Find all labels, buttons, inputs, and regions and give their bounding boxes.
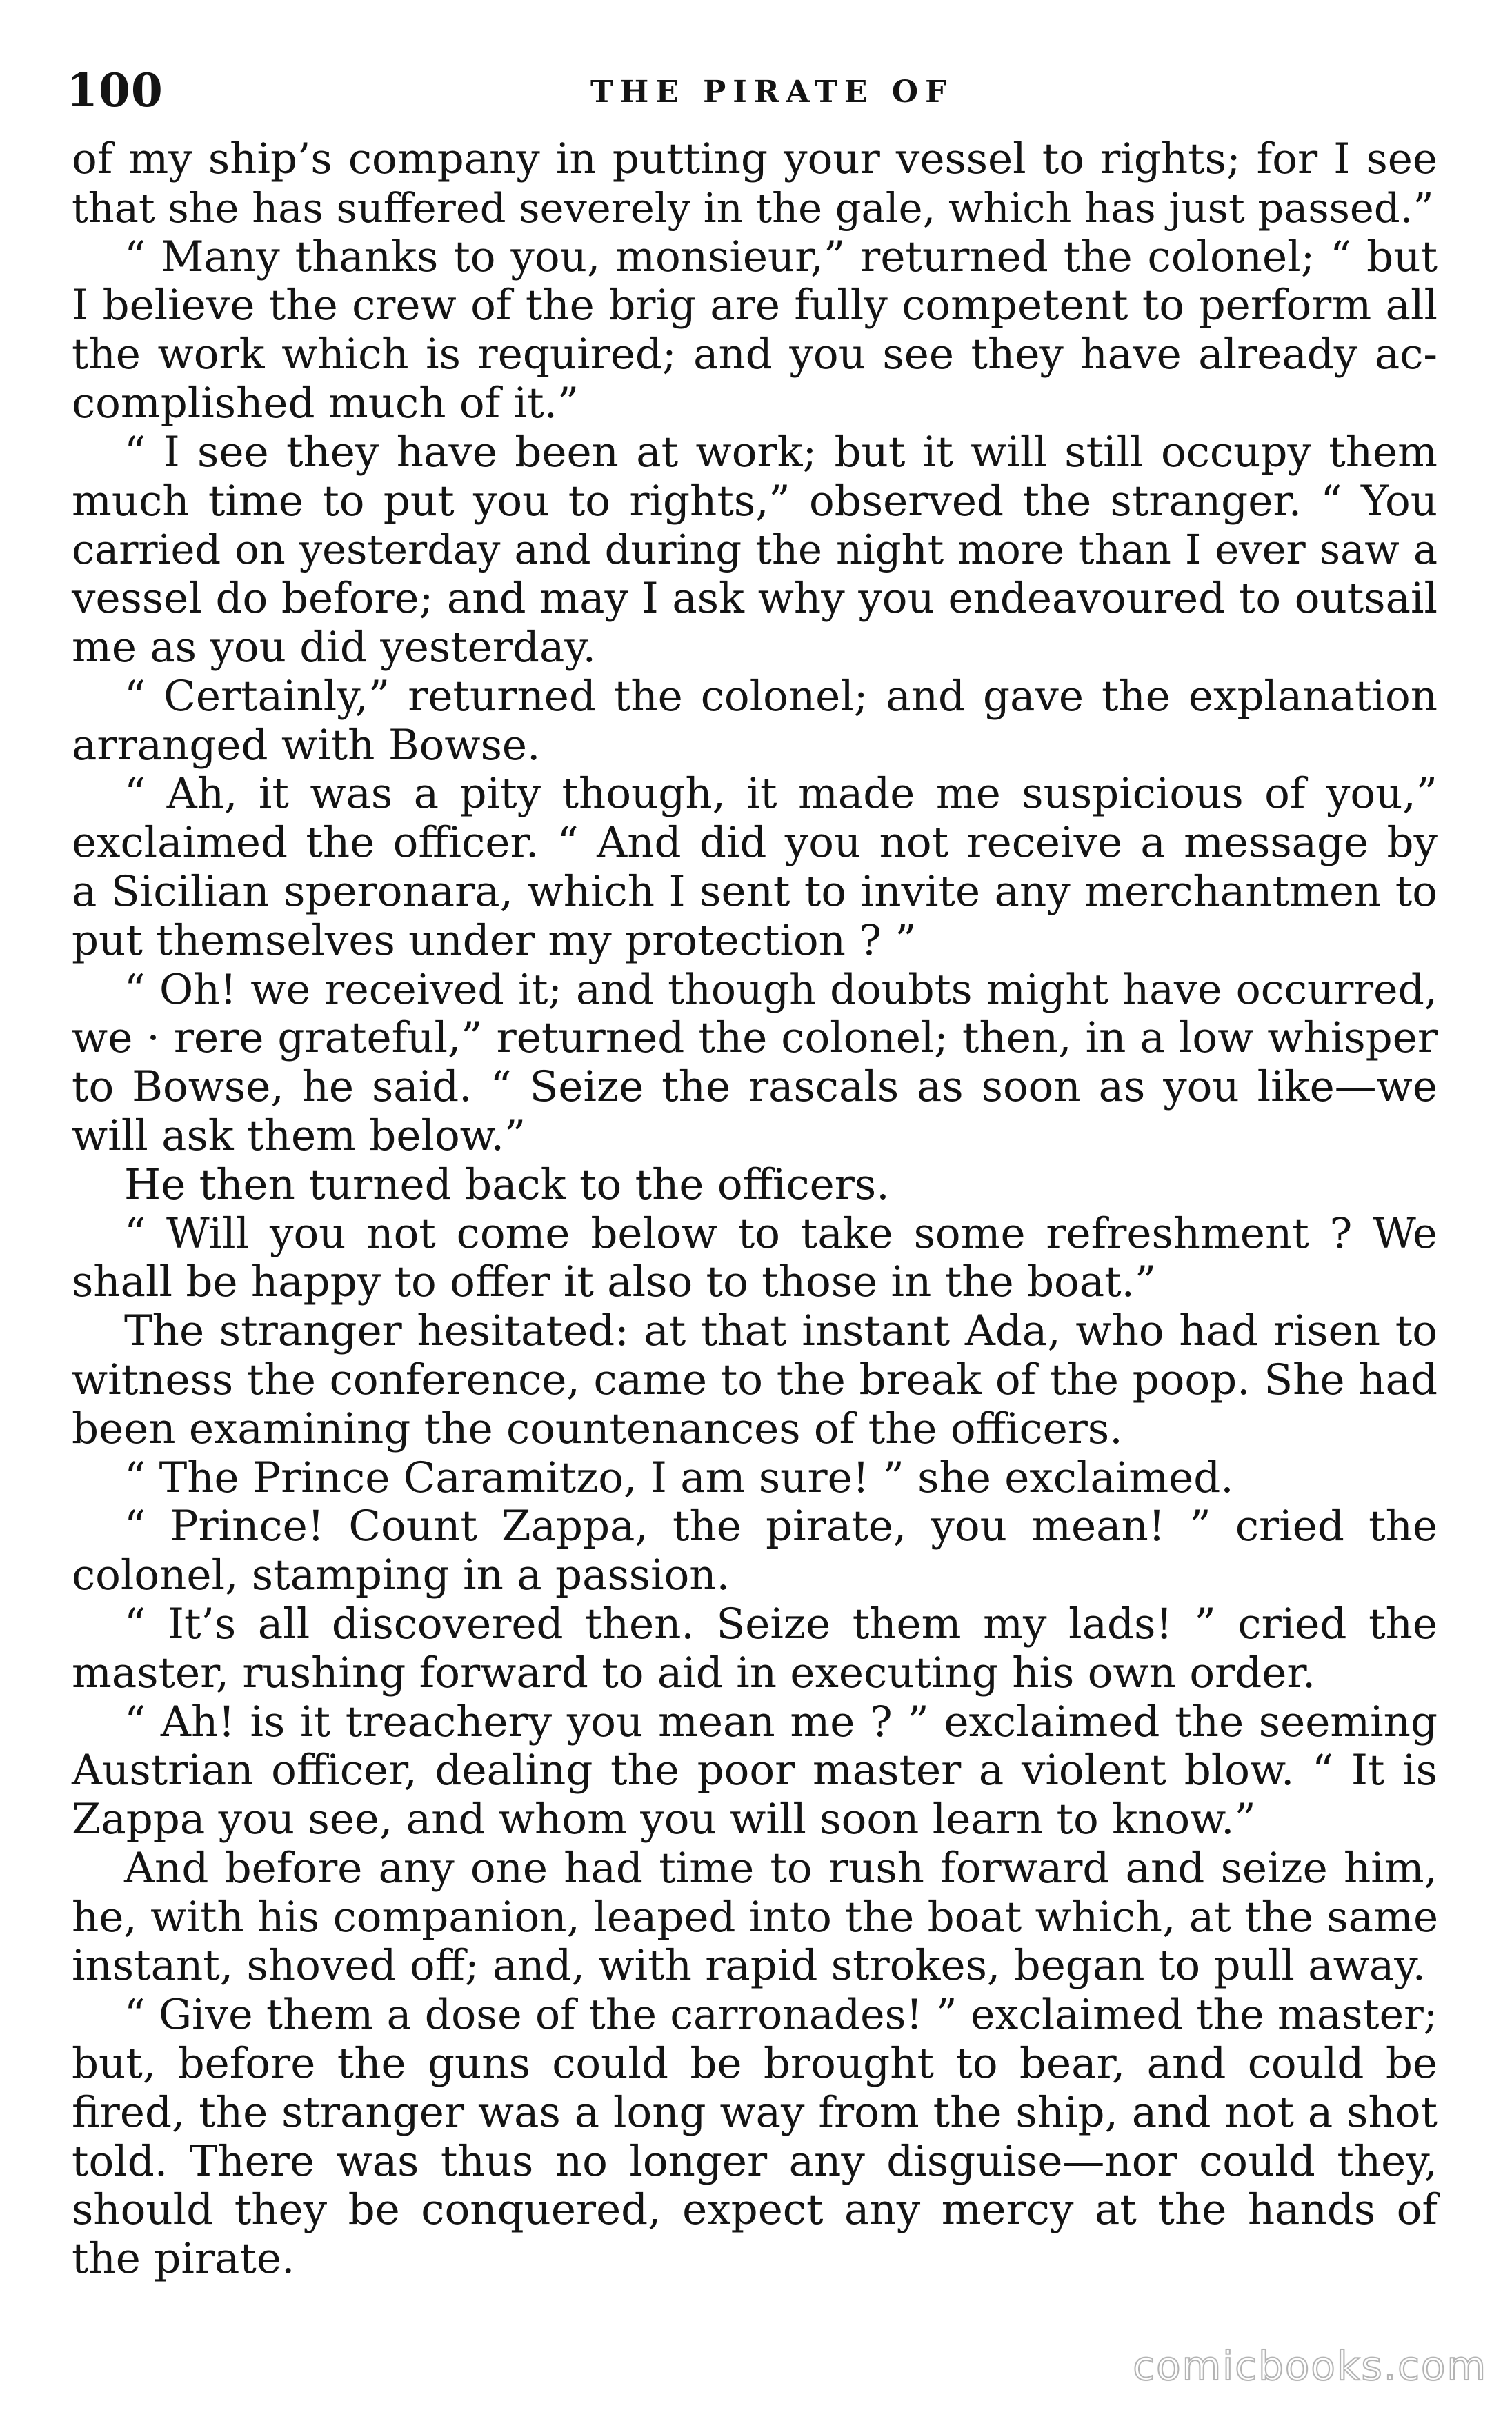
text-line: me as you did yesterday. (72, 622, 597, 672)
text-line: arranged with Bowse. (72, 720, 541, 770)
page-number: 100 (66, 63, 163, 117)
text-line: complished much of it.” (72, 378, 579, 428)
text-line: colonel, stamping in a passion. (72, 1551, 730, 1600)
text-line: “ Oh! we received it; and though doubts might have occurred, (124, 965, 1438, 1014)
text-line: of my ship’s company in putting your vessel to rights; for I see (72, 135, 1438, 183)
text-line: witness the conference, came to the break of the poop. She had (72, 1355, 1438, 1404)
page-header (66, 63, 1446, 126)
text-line: The stranger hesitated: at that instant Ada, who had risen to (124, 1306, 1438, 1356)
text-line: “ Many thanks to you, monsieur,” returned the colonel; “ but (124, 232, 1438, 281)
text-line: He then turned back to the officers. (124, 1160, 890, 1209)
text-line: should they be conquered, expect any mercy at the hands of (72, 2185, 1438, 2235)
text-line: “ Prince! Count Zappa, the pirate, you mean! ” cried the (124, 1502, 1438, 1551)
text-line: the pirate. (72, 2234, 295, 2284)
watermark: comicbooks.com (1133, 2342, 1487, 2389)
text-line: shall be happy to offer it also to those in the boat.” (72, 1257, 1157, 1307)
text-line: carried on yesterday and during the night more than I ever saw a (72, 526, 1438, 574)
text-line: to Bowse, he said. “ Seize the rascals as soon as you like—we (72, 1062, 1438, 1112)
text-line: we · rere grateful,” returned the colonel; then, in a low whisper (72, 1013, 1438, 1063)
text-line: “ Ah! is it treachery you mean me ? ” exclaimed the seeming (124, 1697, 1438, 1747)
text-line: told. There was thus no longer any disguise—nor could they, (72, 2136, 1438, 2186)
text-line: put themselves under my protection ? ” (72, 915, 917, 965)
text-line: “ The Prince Caramitzo, I am sure! ” she exclaimed. (124, 1453, 1234, 1502)
body-text (72, 135, 1438, 2284)
text-line: “ Will you not come below to take some refreshment ? We (124, 1208, 1438, 1258)
text-line: instant, shoved off; and, with rapid strokes, began to pull away. (72, 1941, 1426, 1991)
text-line: Zappa you see, and whom you will soon learn to know.” (72, 1795, 1256, 1844)
text-line: “ It’s all discovered then. Seize them my lads! ” cried the (124, 1599, 1438, 1649)
text-line: vessel do before; and may I ask why you endeavoured to outsail (72, 574, 1438, 624)
text-line: a Sicilian speronara, which I sent to invite any merchantmen to (72, 866, 1438, 916)
running-head: THE PIRATE OF (590, 74, 954, 110)
text-line: “ I see they have been at work; but it will still occupy them (124, 427, 1438, 477)
text-line: he, with his companion, leaped into the boat which, at the same (72, 1892, 1439, 1942)
text-line: master, rushing forward to aid in executing his own order. (72, 1648, 1316, 1698)
text-line: I believe the crew of the brig are fully competent to perform all (72, 281, 1438, 330)
text-line: much time to put you to rights,” observed the stranger. “ You (72, 476, 1438, 526)
text-line: fired, the stranger was a long way from the ship, and not a shot (72, 2087, 1438, 2137)
text-line: the work which is required; and you see they have already ac- (72, 330, 1438, 379)
text-line: “ Give them a dose of the carronades! ” exclaimed the master; (124, 1991, 1438, 2040)
text-line: but, before the guns could be brought to bear, and could be (72, 2039, 1438, 2089)
text-line: Austrian officer, dealing the poor master a violent blow. “ It is (72, 1746, 1438, 1795)
text-line: “ Certainly,” returned the colonel; and gave the explanation (124, 671, 1438, 721)
text-line: “ Ah, it was a pity though, it made me suspicious of you,” (124, 769, 1438, 819)
text-line: exclaimed the officer. “ And did you not receive a message by (72, 818, 1438, 868)
text-line: been examining the countenances of the officers. (72, 1404, 1123, 1453)
text-line: And before any one had time to rush forward and seize him, (124, 1843, 1438, 1893)
text-line: will ask them below.” (72, 1111, 526, 1160)
text-line: that she has suffered severely in the gale, which has just passed.” (72, 183, 1434, 232)
